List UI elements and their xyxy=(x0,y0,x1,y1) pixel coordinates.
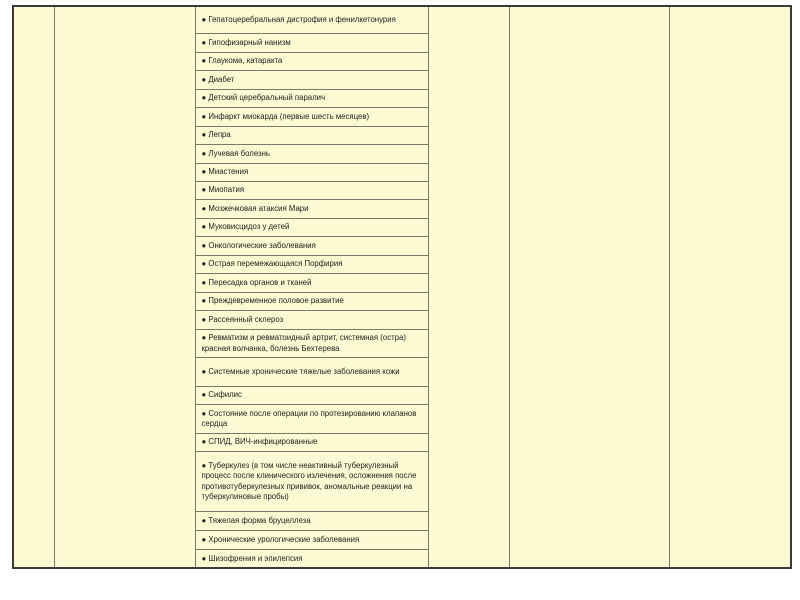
condition-cell: ● Инфаркт миокарда (первые шесть месяцев) xyxy=(195,107,428,126)
condition-cell: ● Мозжечковая атаксия Мари xyxy=(195,199,428,218)
condition-cell: ● Лучевая болезнь xyxy=(195,144,428,163)
condition-cell: ● Хронические урологические заболевания xyxy=(195,530,428,549)
condition-cell: ● Гипофизарный нанизм xyxy=(195,33,428,52)
empty-column-cell xyxy=(13,6,54,568)
empty-column-cell xyxy=(54,6,195,568)
condition-cell: ● Гепатоцеребральная дистрофия и фенилкетонурия xyxy=(195,6,428,33)
condition-cell: ● Рассеянный склероз xyxy=(195,310,428,329)
condition-cell: ● Миастения xyxy=(195,163,428,181)
condition-cell: ● Острая перемежающаяся Порфирия xyxy=(195,255,428,273)
condition-cell: ● Системные хронические тяжелые заболевания кожи xyxy=(195,357,428,386)
condition-cell: ● Онкологические заболевания xyxy=(195,236,428,255)
condition-cell: ● СПИД, ВИЧ-инфицированные xyxy=(195,433,428,451)
condition-cell: ● Миопатия xyxy=(195,181,428,199)
condition-cell: ● Состояние после операции по протезированию клапанов сердца xyxy=(195,404,428,433)
condition-cell: ● Диабет xyxy=(195,70,428,89)
empty-column-cell xyxy=(669,6,791,568)
condition-cell: ● Ревматизм и ревматоидный артрит, системная (остра) красная волчанка, болезнь Бехтерева xyxy=(195,329,428,357)
empty-column-cell xyxy=(509,6,669,568)
empty-column-cell xyxy=(428,6,509,568)
condition-cell: ● Тяжелая форма бруцеллеза xyxy=(195,511,428,530)
condition-cell: ● Глаукома, катаракта xyxy=(195,52,428,70)
condition-cell: ● Лепра xyxy=(195,126,428,144)
table-body xyxy=(13,6,791,568)
condition-cell: ● Преждевременное половое развитие xyxy=(195,292,428,310)
condition-cell: ● Детский церебральный паралич xyxy=(195,89,428,107)
condition-cell: ● Шизофрения и эпилепсия xyxy=(195,549,428,568)
table-row xyxy=(13,6,791,33)
condition-cell: ● Муковисцидоз у детей xyxy=(195,218,428,236)
condition-cell: ● Туберкулез (в том числе неактивный туберкулезный процесс после клинического излечения, осложнения после противотуберкулезных прививок, аномальные реакции на туберкулиновые пробы) xyxy=(195,451,428,511)
document-table xyxy=(12,5,792,569)
condition-cell: ● Сифилис xyxy=(195,386,428,404)
condition-cell: ● Пересадка органов и тканей xyxy=(195,273,428,292)
